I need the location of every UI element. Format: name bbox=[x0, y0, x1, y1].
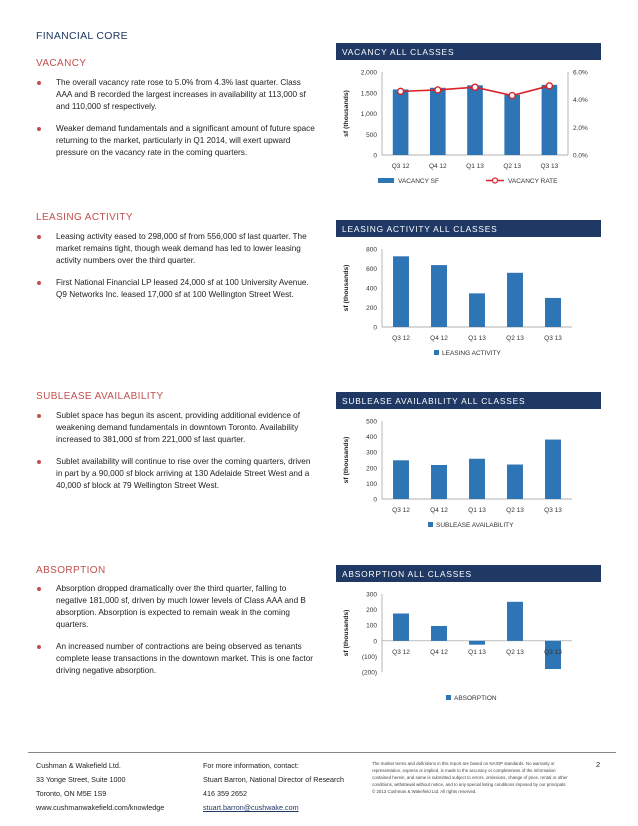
y-tick-label: 1,000 bbox=[360, 111, 377, 118]
y-tick-label: 200 bbox=[366, 607, 377, 615]
y-tick-label: 400 bbox=[366, 285, 377, 293]
y2-tick-label: 4.0% bbox=[573, 97, 588, 105]
line-point bbox=[546, 83, 552, 89]
leasing-section-title: LEASING ACTIVITY bbox=[36, 212, 133, 223]
y2-tick-label: 2.0% bbox=[573, 124, 588, 132]
y-tick-label: 800 bbox=[366, 246, 377, 254]
x-tick-label: Q4 12 bbox=[430, 507, 448, 514]
footer-contact-name: Stuart Barron, National Director of Research bbox=[203, 775, 345, 784]
footer-copyright: © 2013 Cushman & Wakefield Ltd. All rights reserved. bbox=[372, 789, 477, 794]
y2-tick-label: 6.0% bbox=[573, 69, 588, 77]
legend-label: VACANCY SF bbox=[398, 178, 439, 185]
x-tick-label: Q3 13 bbox=[540, 163, 559, 170]
y-axis-title: sf (thousands) bbox=[343, 264, 350, 312]
x-tick-label: Q3 12 bbox=[392, 335, 410, 342]
page-title: FINANCIAL CORE bbox=[36, 30, 128, 42]
bar bbox=[469, 293, 485, 327]
absorption-bullets bbox=[36, 583, 316, 687]
legend-label: LEASING ACTIVITY bbox=[442, 350, 501, 357]
y-tick-label: 0 bbox=[373, 152, 377, 160]
y-tick-label: 200 bbox=[366, 465, 377, 473]
leasing-chart bbox=[336, 239, 601, 369]
y-tick-label: (100) bbox=[361, 653, 377, 661]
y-tick-label: 1,500 bbox=[360, 90, 377, 98]
y-tick-label: 300 bbox=[366, 449, 377, 457]
x-tick-label: Q1 13 bbox=[468, 507, 486, 514]
legend-label: ABSORPTION bbox=[454, 695, 497, 702]
bar bbox=[507, 273, 523, 327]
bar bbox=[431, 265, 447, 327]
absorption-chart bbox=[336, 584, 601, 714]
vacancy-chart-title: VACANCY ALL CLASSES bbox=[336, 43, 601, 60]
sublease-bullet: Sublet availability will continue to rise over the coming quarters, driven in part by a 90,000 sf block arriving at 130 Adelaide Street West and a 40,000 sf block at 79 Wellington Street West. bbox=[36, 456, 316, 492]
absorption-chart-title: ABSORPTION ALL CLASSES bbox=[336, 565, 601, 582]
footer-contact bbox=[203, 759, 368, 815]
leasing-bullet: Leasing activity eased to 298,000 sf from 556,000 sf last quarter. The market remains tight, though weak demand has led to lower leasing activity numbers over the third quarter. bbox=[36, 231, 316, 267]
x-tick-label: Q2 13 bbox=[503, 163, 522, 170]
x-tick-label: Q3 13 bbox=[544, 335, 562, 342]
y-tick-label: 500 bbox=[366, 418, 377, 426]
absorption-bullet: An increased number of contractions are being observed as tenants complete lease transactions in the downtown market. This is one factor driving negative absorption. bbox=[36, 641, 316, 677]
bar bbox=[507, 602, 523, 641]
y-tick-label: 100 bbox=[366, 480, 377, 488]
bar bbox=[393, 89, 409, 155]
sublease-chart-title: SUBLEASE AVAILABILITY ALL CLASSES bbox=[336, 392, 601, 409]
page-number: 2 bbox=[596, 760, 601, 769]
legend-swatch-bar bbox=[378, 178, 394, 183]
sublease-chart bbox=[336, 411, 601, 541]
x-tick-label: Q4 12 bbox=[430, 648, 448, 656]
x-tick-label: Q2 13 bbox=[506, 648, 524, 656]
vacancy-chart bbox=[336, 62, 601, 197]
footer-contact-heading: For more information, contact: bbox=[203, 761, 299, 770]
vacancy-bullet: Weaker demand fundamentals and a significant amount of future space returning to the market, particularly in Q1 2014, will exert upward pressure on the vacancy rate in the coming quarters. bbox=[36, 123, 316, 159]
y2-tick-label: 0.0% bbox=[573, 152, 588, 160]
y-tick-label: 400 bbox=[366, 434, 377, 442]
y-tick-label: 0 bbox=[373, 496, 377, 504]
line-point bbox=[398, 88, 404, 94]
bar bbox=[431, 626, 447, 641]
x-tick-label: Q3 12 bbox=[391, 163, 410, 170]
line-point bbox=[509, 93, 515, 99]
bar bbox=[504, 95, 520, 155]
x-tick-label: Q3 13 bbox=[544, 648, 562, 656]
bar bbox=[507, 465, 523, 499]
bar bbox=[393, 460, 409, 499]
x-tick-label: Q3 12 bbox=[392, 507, 410, 514]
x-tick-label: Q4 12 bbox=[430, 335, 448, 342]
y-tick-label: 2,000 bbox=[360, 69, 377, 77]
x-tick-label: Q1 13 bbox=[466, 163, 484, 170]
y-tick-label: 100 bbox=[366, 622, 377, 630]
bar bbox=[542, 85, 558, 155]
bar bbox=[469, 459, 485, 499]
y-tick-label: 600 bbox=[366, 266, 377, 273]
legend-label: SUBLEASE AVAILABILITY bbox=[436, 522, 514, 529]
bar bbox=[431, 465, 447, 499]
x-tick-label: Q3 12 bbox=[392, 648, 410, 656]
y-axis-title: sf (thousands) bbox=[343, 90, 350, 137]
leasing-chart-title: LEASING ACTIVITY ALL CLASSES bbox=[336, 220, 601, 237]
y-tick-label: 0 bbox=[373, 324, 377, 332]
bar bbox=[430, 88, 446, 155]
leasing-bullets bbox=[36, 231, 316, 311]
x-tick-label: Q1 13 bbox=[468, 335, 486, 342]
y-tick-label: 300 bbox=[366, 591, 377, 599]
x-tick-label: Q4 12 bbox=[428, 163, 447, 170]
y-tick-label: 500 bbox=[366, 131, 377, 139]
vacancy-bullets bbox=[36, 77, 316, 169]
x-tick-label: Q2 13 bbox=[506, 335, 524, 342]
bar bbox=[393, 614, 409, 641]
y-tick-label: 200 bbox=[366, 305, 377, 312]
bar bbox=[467, 85, 483, 155]
legend-swatch-bar bbox=[434, 350, 439, 355]
absorption-bullet: Absorption dropped dramatically over the third quarter, falling to negative 181,000 sf, driven by much lower levels of Class AAA and B absorption. Absorption is expected to remain weak in the coming quarters. bbox=[36, 583, 316, 631]
footer-legal bbox=[372, 760, 572, 795]
y-tick-label: (200) bbox=[361, 669, 377, 677]
x-tick-label: Q2 13 bbox=[506, 507, 524, 514]
footer-address-line2: Toronto, ON M5E 1S9 bbox=[36, 789, 107, 798]
y-axis-title: sf (thousands) bbox=[343, 609, 350, 657]
footer-address bbox=[36, 759, 201, 815]
absorption-section-title: ABSORPTION bbox=[36, 565, 106, 576]
line-point bbox=[472, 84, 478, 90]
footer-address-line1: 33 Yonge Street, Suite 1000 bbox=[36, 775, 126, 784]
x-tick-label: Q3 13 bbox=[544, 507, 562, 514]
footer-disclaimer: The market terms and definitions in this report are based on NAIOP standards. No warranty or representation, express or implied, is made to the accuracy or completeness of the information contained herein, and same is submitted subject to errors, omissions, change of price, rental or other conditions, withdrawal without notice, and to any special listing conditions imposed by our principals. bbox=[372, 761, 568, 787]
legend-swatch-bar bbox=[428, 522, 433, 527]
sublease-bullets bbox=[36, 410, 316, 502]
x-tick-label: Q1 13 bbox=[468, 648, 486, 656]
footer-company: Cushman & Wakefield Ltd. bbox=[36, 761, 121, 770]
bar bbox=[393, 256, 409, 327]
footer-contact-phone: 416 359 2652 bbox=[203, 789, 247, 798]
legend-swatch-point bbox=[493, 178, 498, 183]
bar bbox=[545, 298, 561, 327]
footer-divider bbox=[28, 752, 616, 753]
y-axis-title: sf (thousands) bbox=[343, 436, 350, 484]
bar bbox=[469, 641, 485, 645]
vacancy-bullet: The overall vacancy rate rose to 5.0% from 4.3% last quarter. Class AAA and B recorded the largest increases in availability at 113,000 sf and 110,000 sf respectively. bbox=[36, 77, 316, 113]
vacancy-section-title: VACANCY bbox=[36, 58, 87, 69]
legend-swatch-bar bbox=[446, 695, 451, 700]
legend-label: VACANCY RATE bbox=[508, 178, 558, 185]
y-tick-label: 0 bbox=[373, 638, 377, 646]
bar bbox=[545, 440, 561, 499]
footer-website[interactable]: www.cushmanwakefield.com/knowledge bbox=[36, 803, 165, 812]
line-point bbox=[435, 87, 441, 93]
sublease-section-title: SUBLEASE AVAILABILITY bbox=[36, 391, 164, 402]
leasing-bullet: First National Financial LP leased 24,000 sf at 100 University Avenue. Q9 Networks Inc. leased 17,000 sf at 100 Wellington Street West. bbox=[36, 277, 316, 301]
sublease-bullet: Sublet space has begun its ascent, providing additional evidence of weakening demand fundamentals in downtown Toronto. Availability increased to 381,000 sf from 221,000 sf last quarter. bbox=[36, 410, 316, 446]
footer-contact-email-link[interactable]: stuart.barron@cushwake.com bbox=[203, 803, 299, 812]
